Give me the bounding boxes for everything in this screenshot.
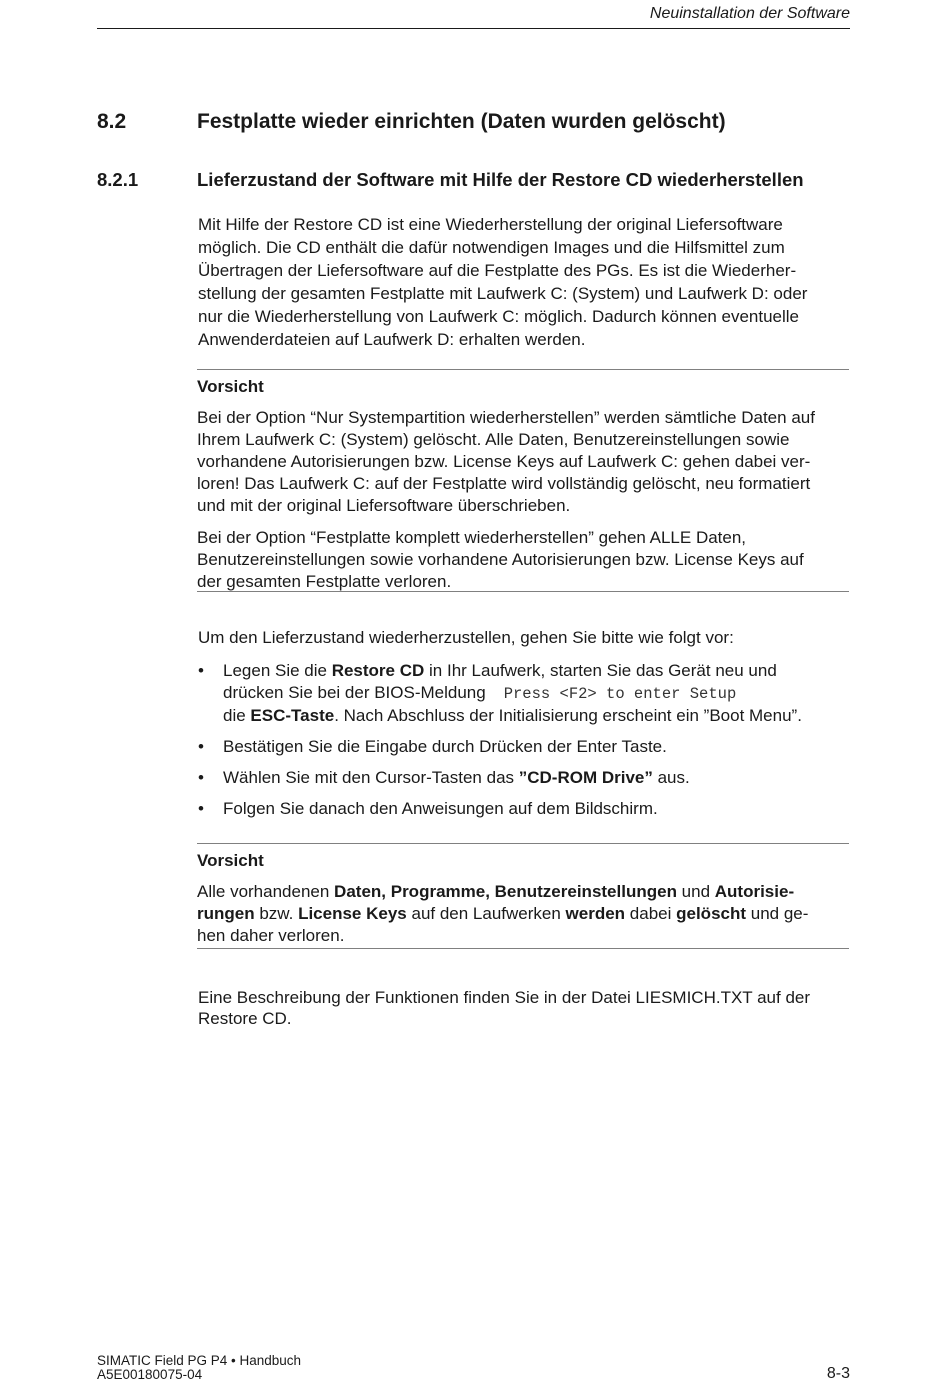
- intro-line: nur die Wiederherstellung von Laufwerk C: möglich. Dadurch können eventuelle: [198, 307, 800, 326]
- intro-line: Anwenderdateien auf Laufwerk D: erhalten werden.: [198, 330, 586, 349]
- caution-emphasis: Daten, Programme, Benutzereinstellungen: [334, 882, 677, 901]
- caution-label: Vorsicht: [197, 377, 264, 396]
- caution-line: und mit der original Liefersoftware überschrieben.: [197, 496, 571, 515]
- step-text: Wählen Sie mit den Cursor-Tasten das: [223, 768, 519, 787]
- caution-text: dabei: [625, 904, 677, 923]
- list-item: [198, 660, 858, 727]
- section-number: 8.2: [97, 110, 127, 133]
- caution-emphasis: werden: [565, 904, 626, 923]
- caution-emphasis: Autorisie-: [714, 882, 795, 901]
- caution-line: Benutzereinstellungen sowie vorhandene Autorisierungen bzw. License Keys auf: [197, 550, 804, 569]
- steps-list: [198, 660, 858, 829]
- bullet: •: [198, 661, 204, 680]
- intro-paragraph: [198, 213, 858, 351]
- caution-emphasis: License Keys: [298, 904, 407, 923]
- intro-line: stellung der gesamten Festplatte mit Laufwerk C: (System) und Laufwerk D: oder: [198, 284, 808, 303]
- step-text: die: [223, 706, 251, 725]
- caution-line: loren! Das Laufwerk C: auf der Festplatte wird vollständig gelöscht, neu formatiert: [197, 474, 811, 493]
- note-line: Eine Beschreibung der Funktionen finden Sie in der Datei LIESMICH.TXT auf der: [198, 988, 811, 1007]
- section-title: Festplatte wieder einrichten (Daten wurden gelöscht): [197, 110, 726, 133]
- step-text: Bestätigen Sie die Eingabe durch Drücken der Enter Taste.: [223, 737, 667, 756]
- caution-paragraph: [197, 527, 849, 593]
- step-text: Folgen Sie danach den Anweisungen auf dem Bildschirm.: [223, 799, 658, 818]
- intro-line: Übertragen der Liefersoftware auf die Festplatte des PGs. Es ist die Wiederher-: [198, 261, 797, 280]
- caution-box: [197, 369, 849, 592]
- list-item: [198, 767, 858, 789]
- caution-paragraph: [197, 881, 849, 947]
- step-emphasis: ”CD-ROM Drive”: [518, 768, 653, 787]
- list-item: [198, 798, 858, 820]
- caution-text: und ge-: [746, 904, 809, 923]
- caution-box: [197, 843, 849, 949]
- bullet: •: [198, 737, 204, 756]
- step-text: in Ihr Laufwerk, starten Sie das Gerät neu und: [424, 661, 777, 680]
- step-emphasis: ESC-Taste: [250, 706, 335, 725]
- list-item: [198, 736, 858, 758]
- subsection-number: 8.2.1: [97, 169, 139, 190]
- step-emphasis: Restore CD: [331, 661, 425, 680]
- caution-line: Ihrem Laufwerk C: (System) gelöscht. Alle Daten, Benutzereinstellungen sowie: [197, 430, 790, 449]
- caution-paragraph: [197, 407, 849, 517]
- page-number: 8-3: [826, 1365, 850, 1382]
- subsection-title: Lieferzustand der Software mit Hilfe der Restore CD wiederherstellen: [197, 169, 804, 190]
- steps-intro: Um den Lieferzustand wiederherzustellen, gehen Sie bitte wie folgt vor:: [198, 628, 734, 647]
- step-text: Legen Sie die: [223, 661, 332, 680]
- caution-line: der gesamten Festplatte verloren.: [197, 572, 452, 591]
- header-rule: [97, 28, 850, 29]
- caution-line: Bei der Option “Nur Systempartition wiederherstellen” werden sämtliche Daten auf: [197, 408, 815, 427]
- final-note: [198, 987, 858, 1029]
- footer-order-number: A5E00180075-04: [97, 1367, 203, 1382]
- running-header: Neuinstallation der Software: [649, 5, 850, 22]
- footer-product: SIMATIC Field PG P4 • Handbuch: [97, 1353, 302, 1368]
- bios-message: Press <F2> to enter Setup: [503, 685, 737, 703]
- caution-text: und: [676, 882, 715, 901]
- caution-line: vorhandene Autorisierungen bzw. License Keys auf Laufwerk C: gehen dabei ver-: [197, 452, 811, 471]
- intro-line: Mit Hilfe der Restore CD ist eine Wiederherstellung der original Liefersoftware: [198, 215, 783, 234]
- caution-emphasis: rungen: [197, 904, 255, 923]
- bullet: •: [198, 799, 204, 818]
- step-text: aus.: [652, 768, 690, 787]
- step-text: . Nach Abschluss der Initialisierung erscheint ein ”Boot Menu”.: [334, 706, 802, 725]
- caution-line: Bei der Option “Festplatte komplett wiederherstellen” gehen ALLE Daten,: [197, 528, 747, 547]
- footer-document-info: [97, 1354, 301, 1382]
- caution-text: auf den Laufwerken: [406, 904, 566, 923]
- note-line: Restore CD.: [198, 1009, 292, 1028]
- caution-text: Alle vorhandenen: [197, 882, 335, 901]
- step-text: drücken Sie bei der BIOS-Meldung: [223, 683, 486, 702]
- bullet: •: [198, 768, 204, 787]
- caution-text: hen daher verloren.: [197, 926, 345, 945]
- caution-text: bzw.: [254, 904, 299, 923]
- caution-emphasis: gelöscht: [676, 904, 747, 923]
- caution-label: Vorsicht: [197, 851, 264, 870]
- intro-line: möglich. Die CD enthält die dafür notwendigen Images und die Hilfsmittel zum: [198, 238, 785, 257]
